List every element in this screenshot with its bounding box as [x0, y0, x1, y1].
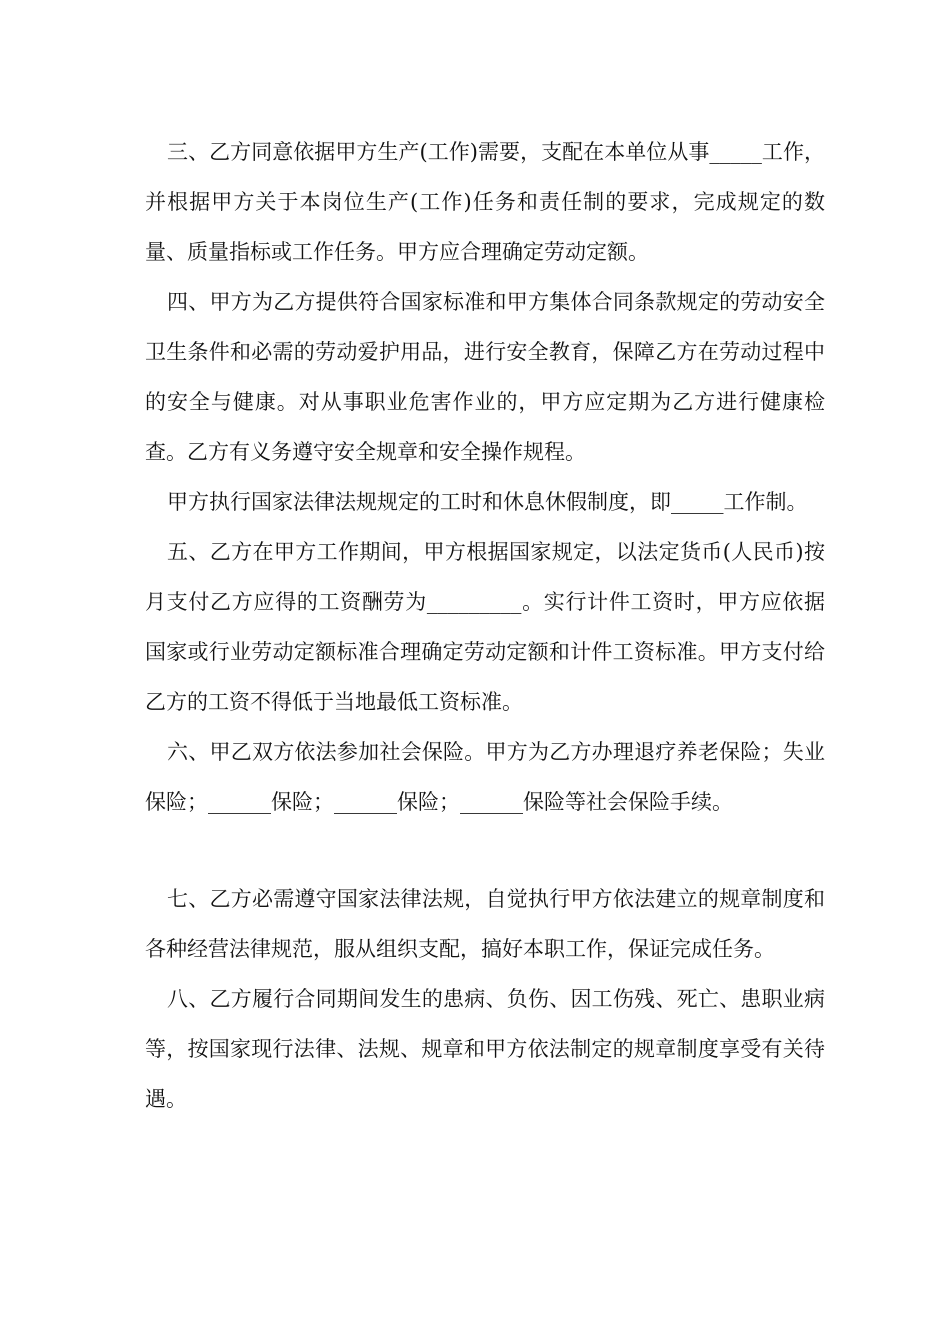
clause-7-paragraph: 七、乙方必需遵守国家法律法规，自觉执行甲方依法建立的规章制度和各种经营法律规范，服从组织支配，搞好本职工作，保证完成任务。 — [145, 887, 825, 961]
clause-3-paragraph: 三、乙方同意依据甲方生产(工作)需要，支配在本单位从事_____工作，并根据甲方关于本岗位生产(工作)任务和责任制的要求，完成规定的数量、质量指标或工作任务。甲方应合理确定劳动定额。 — [145, 140, 825, 264]
clause-4-paragraph: 四、甲方为乙方提供符合国家标准和甲方集体合同条款规定的劳动安全卫生条件和必需的劳动爱护用品，进行安全教育，保障乙方在劳动过程中的安全与健康。对从事职业危害作业的，甲方应定期为乙方进行健康检查。乙方有义务遵守安全规章和安全操作规程。 — [145, 290, 825, 464]
work-hours-paragraph: 甲方执行国家法律法规规定的工时和休息休假制度，即_____工作制。 — [167, 490, 808, 514]
clause-5-paragraph: 五、乙方在甲方工作期间，甲方根据国家规定，以法定货币(人民币)按月支付乙方应得的工资酬劳为_________。实行计件工资时，甲方应依据国家或行业劳动定额标准合理确定劳动定额和计件工资标准。甲方支付给乙方的工资不得低于当地最低工资标准。 — [145, 540, 825, 714]
clause-8-paragraph: 八、乙方履行合同期间发生的患病、负伤、因工伤残、死亡、患职业病等，按国家现行法律、法规、规章和甲方依法制定的规章制度享受有关待遇。 — [145, 987, 825, 1111]
paragraph-spacer — [145, 827, 825, 874]
contract-page — [145, 127, 825, 1124]
clause-6-paragraph: 六、甲乙双方依法参加社会保险。甲方为乙方办理退疗养老保险；失业保险；______保险；______保险；______保险等社会保险手续。 — [145, 740, 825, 814]
